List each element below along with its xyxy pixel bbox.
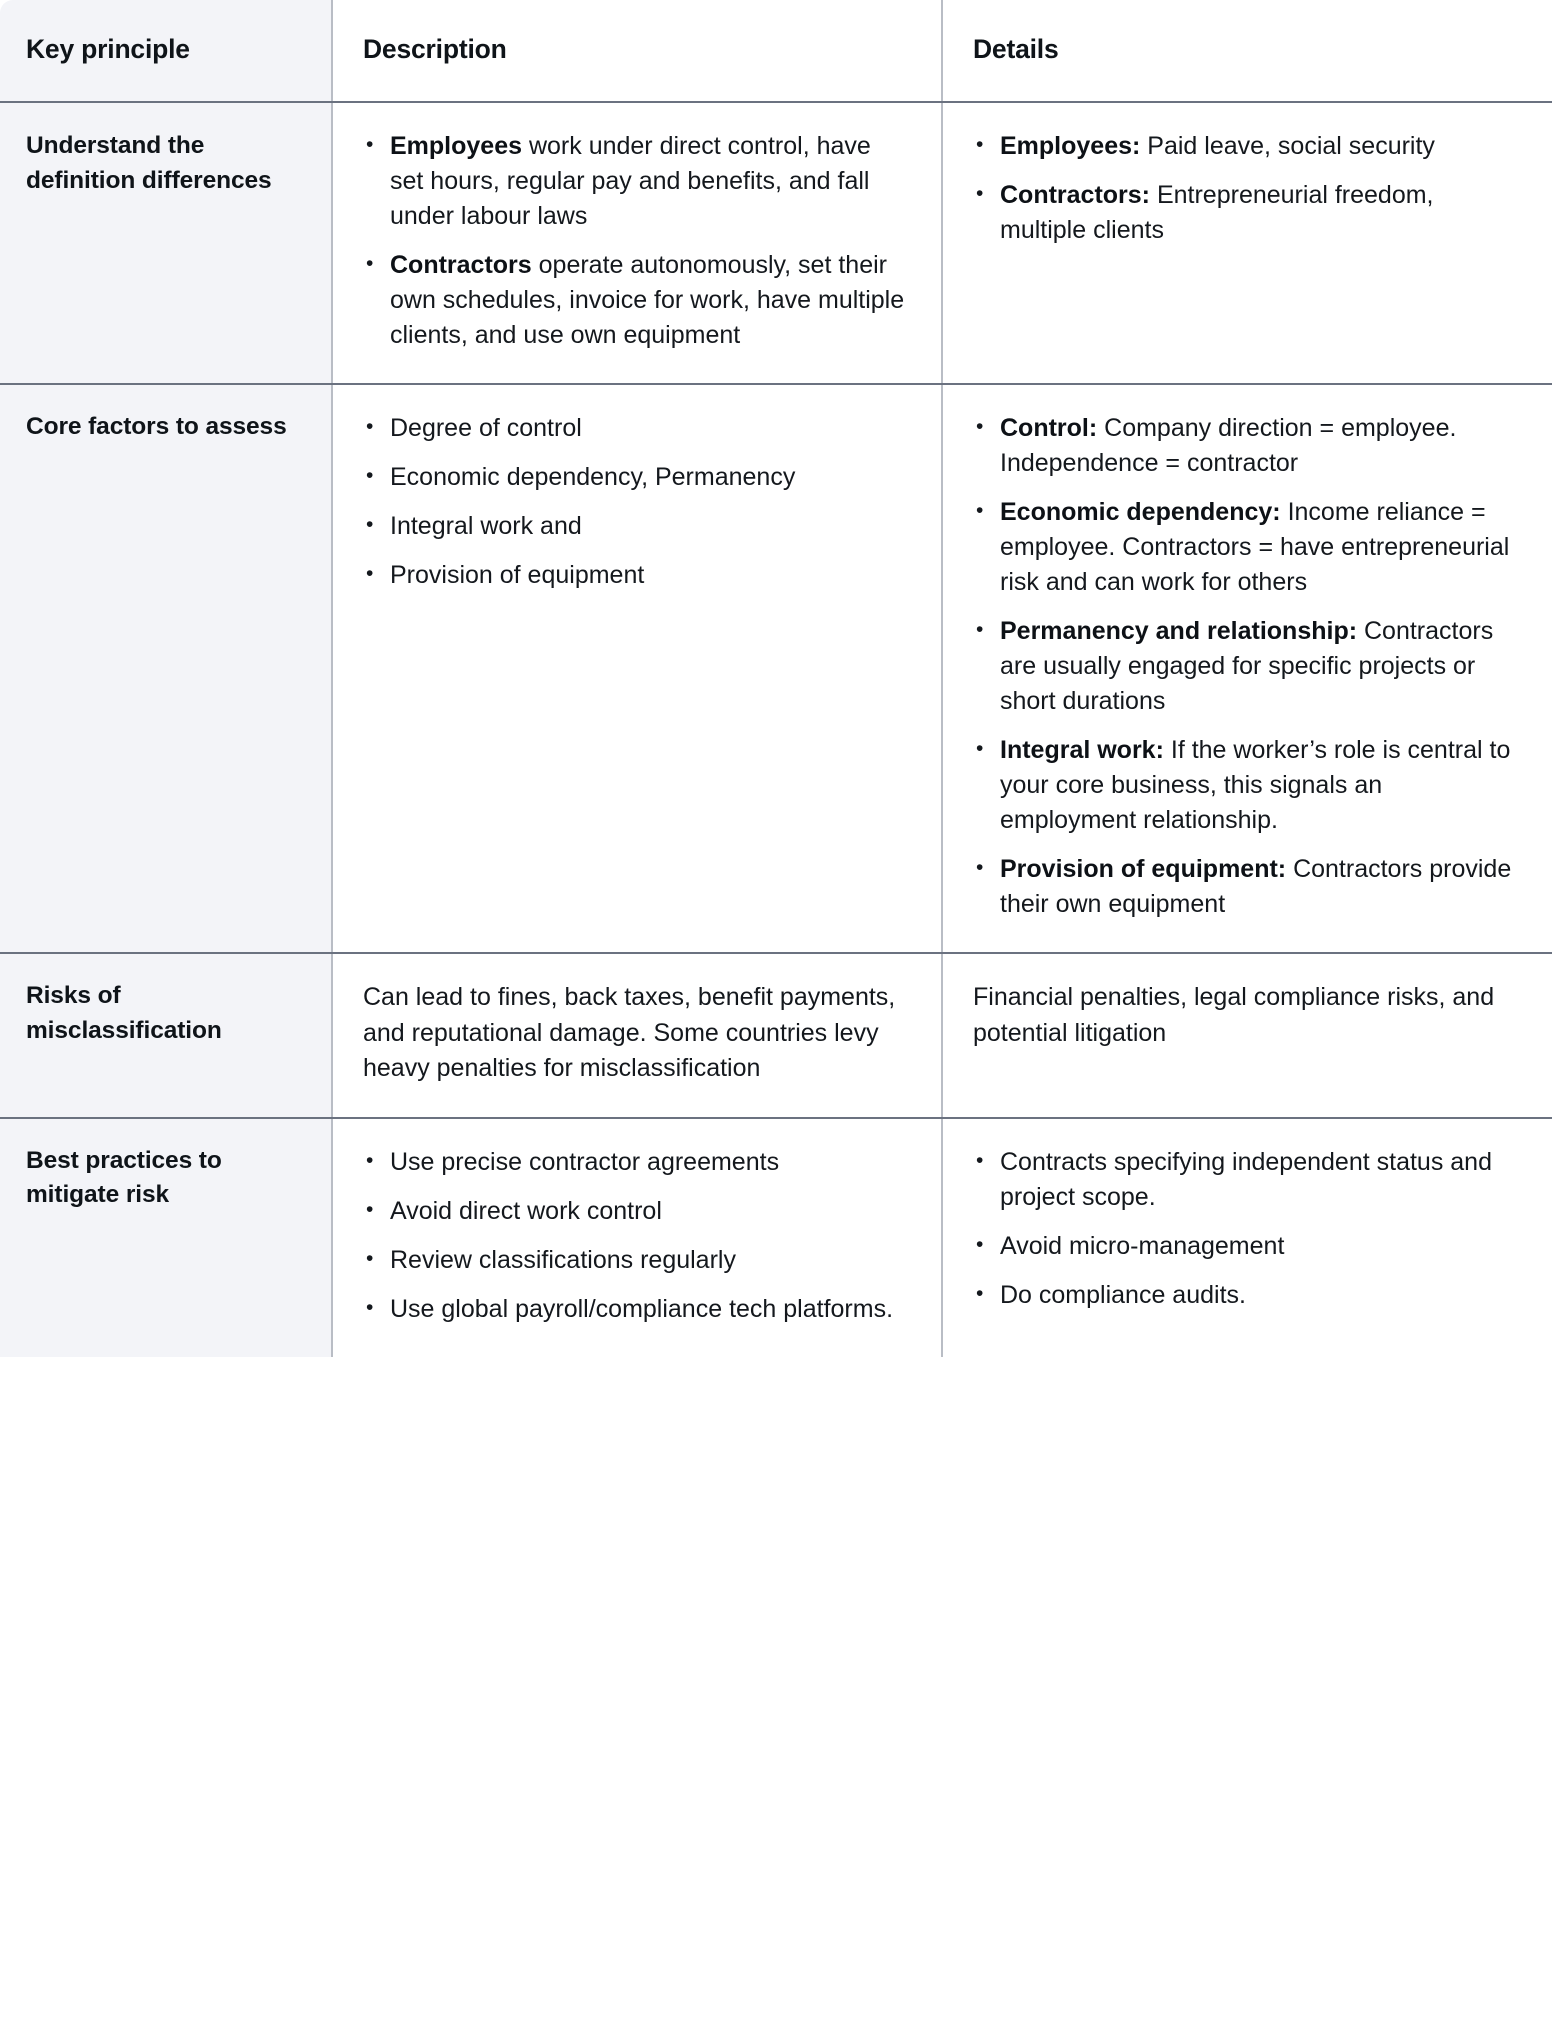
list-item-text: Paid leave, social security [1140, 132, 1435, 160]
list-item-text: Avoid direct work control [390, 1196, 662, 1225]
table-row [0, 384, 1552, 953]
list-item-lead: Employees: [1000, 132, 1141, 160]
list-item [973, 129, 1522, 164]
list-item-text: If the worker’s role is central to your core business, this signals an employment relationship. [1000, 736, 1511, 834]
list-item-lead: Provision of equipment: [1000, 855, 1287, 883]
cell-details [942, 953, 1552, 1118]
description-bullet-list [363, 129, 911, 353]
list-item-lead: Contractors: [1000, 181, 1151, 209]
list-item [973, 1229, 1522, 1264]
column-header-description: Description [332, 0, 942, 102]
table-body [0, 102, 1552, 1357]
list-item-text: Company direction = employee. Independence = contractor [1000, 414, 1457, 477]
list-item [363, 1145, 911, 1180]
list-item-text: Degree of control [390, 414, 582, 442]
list-item [973, 1145, 1522, 1215]
details-bullet-list [973, 411, 1522, 922]
cell-description [332, 1118, 942, 1357]
list-item-lead: Integral work: [1000, 736, 1164, 764]
list-item-text: Use precise contractor agreements [390, 1147, 780, 1176]
list-item-text: Entrepreneurial freedom, multiple clients [1000, 181, 1434, 244]
details-bullet-list [973, 129, 1522, 248]
column-header-details: Details [942, 0, 1552, 102]
list-item [973, 614, 1522, 719]
list-item [973, 178, 1522, 248]
cell-details [942, 384, 1552, 953]
list-item-text: Income reliance = employee. Contractors = have entrepreneurial risk and can work for others [1000, 498, 1510, 596]
list-item-text: Avoid micro-management [1000, 1231, 1285, 1260]
list-item [973, 495, 1522, 600]
list-item-text: Provision of equipment [390, 561, 645, 589]
list-item [973, 1278, 1522, 1313]
list-item [363, 1243, 911, 1278]
cell-key-principle: Best practices to mitigate risk [0, 1118, 332, 1357]
list-item-text: Review classifications regularly [390, 1245, 736, 1274]
list-item [363, 1292, 911, 1327]
table-row [0, 1118, 1552, 1357]
table-header [0, 0, 1552, 102]
list-item [363, 248, 911, 353]
list-item-lead: Permanency and relationship: [1000, 617, 1358, 645]
list-item-lead: Employees [390, 132, 523, 160]
list-item-text: Use global payroll/compliance tech platforms. [390, 1294, 894, 1323]
list-item-lead: Economic dependency: [1000, 498, 1281, 526]
list-item [363, 509, 911, 544]
cell-key-principle: Risks of misclassification [0, 953, 332, 1118]
description-bullet-list [363, 1145, 911, 1327]
list-item [363, 1194, 911, 1229]
list-item-text: Contractors provide their own equipment [1000, 855, 1512, 918]
list-item-lead: Control: [1000, 414, 1098, 442]
list-item [363, 411, 911, 446]
list-item [363, 558, 911, 593]
list-item-text: Contracts specifying independent status and project scope. [1000, 1147, 1492, 1211]
cell-key-principle: Understand the definition differences [0, 102, 332, 384]
list-item-lead: Contractors [390, 251, 532, 279]
cell-description [332, 953, 942, 1118]
list-item [973, 411, 1522, 481]
list-item [973, 733, 1522, 838]
column-header-key-principle: Key principle [0, 0, 332, 102]
list-item-text: Do compliance audits. [1000, 1280, 1246, 1309]
cell-key-principle: Core factors to assess [0, 384, 332, 953]
cell-details [942, 102, 1552, 384]
list-item [973, 852, 1522, 922]
details-bullet-list [973, 1145, 1522, 1313]
description-bullet-list [363, 411, 911, 593]
table-row [0, 102, 1552, 384]
table-row [0, 953, 1552, 1118]
cell-description [332, 102, 942, 384]
description-paragraph: Can lead to fines, back taxes, benefit payments, and reputational damage. Some countries levy heavy penalties for misclassification [363, 983, 896, 1082]
details-paragraph: Financial penalties, legal compliance risks, and potential litigation [973, 983, 1495, 1047]
list-item-text: operate autonomously, set their own schedules, invoice for work, have multiple clients, and use own equipment [390, 251, 905, 349]
cell-details [942, 1118, 1552, 1357]
list-item-text: Integral work and [390, 512, 582, 540]
list-item-text: Contractors are usually engaged for specific projects or short durations [1000, 617, 1494, 715]
cell-description [332, 384, 942, 953]
header-row [0, 0, 1552, 102]
list-item [363, 460, 911, 495]
list-item [363, 129, 911, 234]
list-item-text: Economic dependency, Permanency [390, 463, 796, 491]
list-item-text: work under direct control, have set hours, regular pay and benefits, and fall under labour laws [390, 132, 871, 230]
